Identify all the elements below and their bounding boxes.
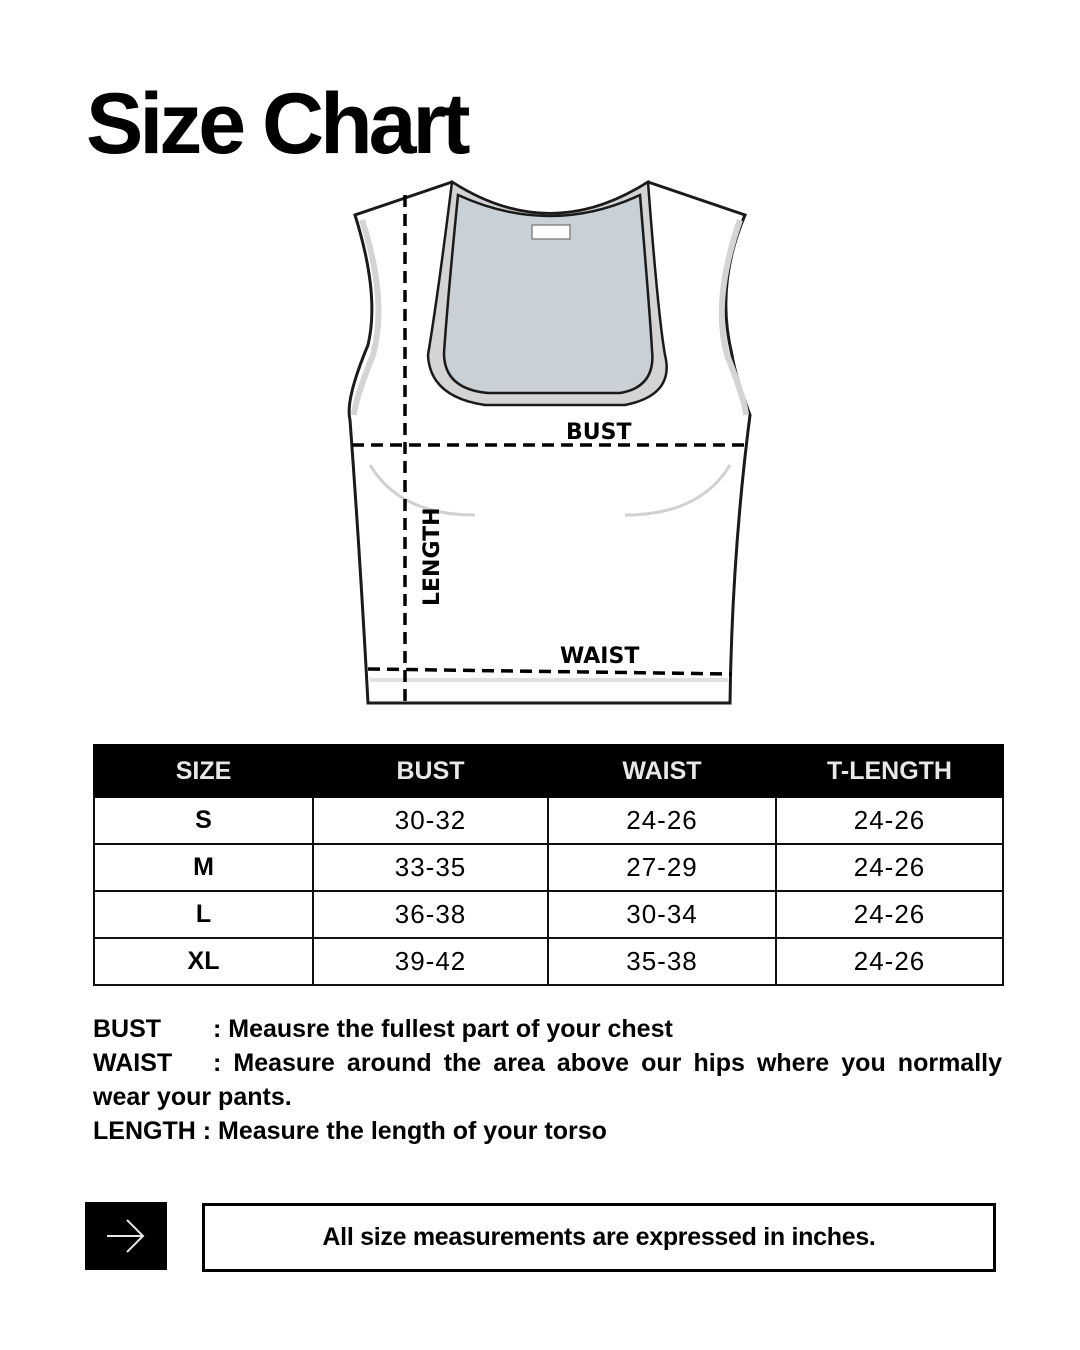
header-size: SIZE <box>94 745 313 797</box>
waist-cell: 27-29 <box>548 844 776 891</box>
table-row <box>94 938 1003 985</box>
bust-label: BUST <box>566 420 632 445</box>
table-header-row <box>94 745 1003 797</box>
t-length-cell: 24-26 <box>776 844 1003 891</box>
units-notice-text: All size measurements are expressed in inches. <box>322 1223 876 1251</box>
table-row <box>94 891 1003 938</box>
note-waist-label: WAIST <box>93 1049 173 1077</box>
units-notice <box>202 1203 996 1272</box>
waist-cell: 35-38 <box>548 938 776 985</box>
note-length-text: : Measure the length of your torso <box>195 1117 607 1145</box>
length-label: LENGTH <box>420 507 445 606</box>
page-title: Size Chart <box>86 76 467 172</box>
bust-cell: 39-42 <box>313 938 548 985</box>
t-length-cell: 24-26 <box>776 797 1003 844</box>
measurement-notes <box>93 1012 1002 1148</box>
note-length-label: LENGTH <box>93 1117 196 1145</box>
header-bust: BUST <box>313 745 548 797</box>
header-t-length: T-LENGTH <box>776 745 1003 797</box>
waist-cell: 24-26 <box>548 797 776 844</box>
size-cell: XL <box>94 938 313 985</box>
note-waist-text: : Measure around the area above our hips where you normally wear your pants. <box>93 1049 1002 1111</box>
waist-cell: 30-34 <box>548 891 776 938</box>
note-bust <box>93 1012 1002 1046</box>
note-bust-label: BUST <box>93 1015 162 1043</box>
bust-cell: 30-32 <box>313 797 548 844</box>
note-waist <box>93 1046 1002 1114</box>
bust-cell: 36-38 <box>313 891 548 938</box>
table-row <box>94 797 1003 844</box>
note-bust-text: : Meausre the fullest part of your chest <box>213 1015 673 1043</box>
size-table <box>93 744 1004 986</box>
garment-diagram <box>340 175 760 715</box>
garment-tag <box>532 225 570 239</box>
t-length-cell: 24-26 <box>776 938 1003 985</box>
t-length-cell: 24-26 <box>776 891 1003 938</box>
table-row <box>94 844 1003 891</box>
arrow-button[interactable] <box>85 1202 167 1270</box>
arrow-right-icon <box>105 1218 147 1254</box>
size-cell: M <box>94 844 313 891</box>
header-waist: WAIST <box>548 745 776 797</box>
waist-label: WAIST <box>560 644 640 669</box>
size-cell: L <box>94 891 313 938</box>
size-cell: S <box>94 797 313 844</box>
note-length <box>93 1114 1002 1148</box>
bust-cell: 33-35 <box>313 844 548 891</box>
